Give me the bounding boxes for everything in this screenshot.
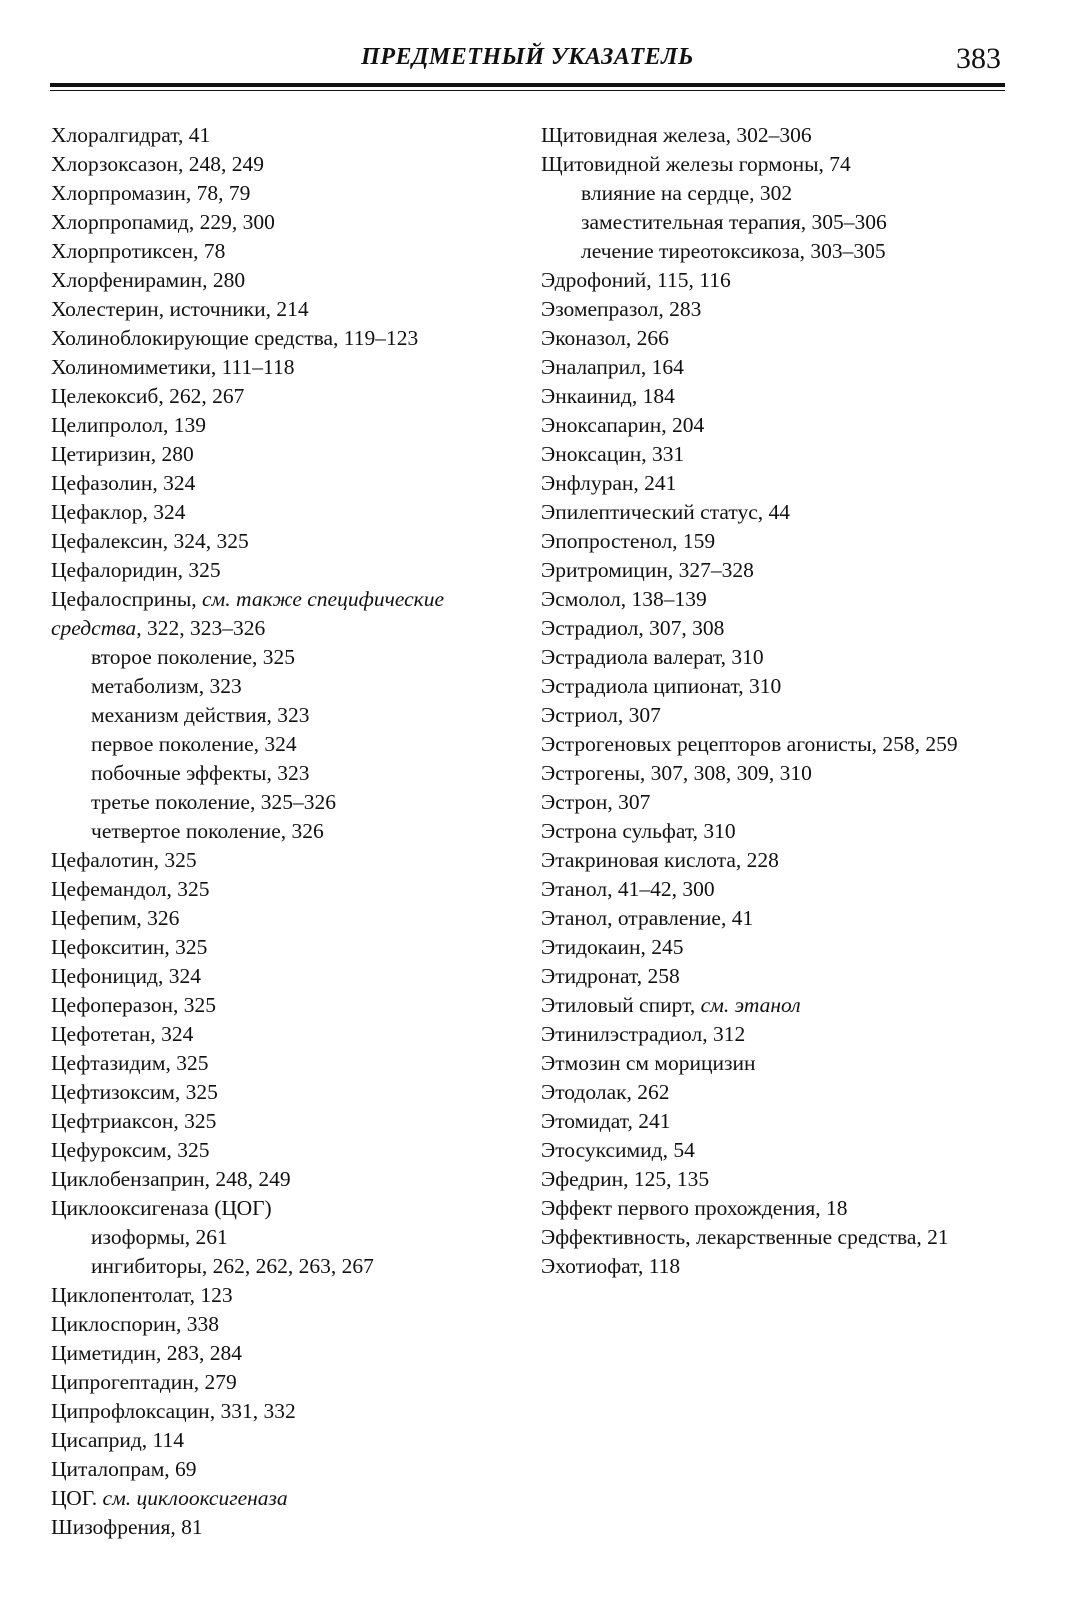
index-subentry	[51, 672, 521, 701]
index-subentry	[51, 817, 521, 846]
entry-text: Цефтазидим, 325	[51, 1051, 209, 1075]
index-entry	[541, 701, 1021, 730]
index-entry	[51, 527, 521, 556]
index-entry	[51, 1455, 521, 1484]
entry-text: Эстрадиола ципионат, 310	[541, 674, 782, 698]
cross-reference: см. этанол	[700, 993, 801, 1017]
index-entry	[51, 1107, 521, 1136]
entry-text: Цефазолин, 324	[51, 471, 196, 495]
index-entry	[51, 121, 521, 150]
index-entry	[541, 121, 1021, 150]
header-rule-thin	[50, 90, 1005, 91]
entry-text: второе поколение, 325	[91, 645, 296, 669]
entry-text: Цетиризин, 280	[51, 442, 194, 466]
entry-text: Этомидат, 241	[541, 1109, 671, 1133]
cross-reference: средства	[51, 616, 137, 640]
entry-text: Ципрогептадин, 279	[51, 1370, 237, 1394]
index-subentry	[51, 759, 521, 788]
index-entry	[541, 875, 1021, 904]
entry-text: Циклооксигеназа (ЦОГ)	[51, 1196, 272, 1220]
entry-text: Этидронат, 258	[541, 964, 680, 988]
entry-text: Эналаприл, 164	[541, 355, 684, 379]
index-subentry	[51, 1252, 521, 1281]
index-entry	[541, 759, 1021, 788]
entry-text: побочные эффекты, 323	[91, 761, 310, 785]
index-entry	[541, 1049, 1021, 1078]
index-entry	[541, 266, 1021, 295]
index-entry	[541, 295, 1021, 324]
index-entry	[51, 1368, 521, 1397]
entry-text: Этосуксимид, 54	[541, 1138, 695, 1162]
entry-text: Эконазол, 266	[541, 326, 669, 350]
index-entry	[51, 1049, 521, 1078]
entry-text: Хлорфенирамин, 280	[51, 268, 246, 292]
index-entry	[541, 933, 1021, 962]
index-entry	[541, 585, 1021, 614]
entry-text: Циклобензаприн, 248, 249	[51, 1167, 291, 1191]
entry-text: Целекоксиб, 262, 267	[51, 384, 245, 408]
index-entry	[51, 295, 521, 324]
entry-text: Хлоралгидрат, 41	[51, 123, 211, 147]
entry-text: Эпопростенол, 159	[541, 529, 716, 553]
entry-text: Циталопрам, 69	[51, 1457, 197, 1481]
index-entry	[541, 1020, 1021, 1049]
index-subentry	[51, 1223, 521, 1252]
index-entry	[51, 498, 521, 527]
index-entry	[51, 846, 521, 875]
index-entry	[51, 991, 521, 1020]
entry-text: , 322, 323–326	[136, 616, 266, 640]
index-entry	[541, 1165, 1021, 1194]
index-entry	[541, 1252, 1021, 1281]
entry-text: Эсмолол, 138–139	[541, 587, 707, 611]
entry-text: Цефоперазон, 325	[51, 993, 216, 1017]
entry-text: Цефалексин, 324, 325	[51, 529, 249, 553]
index-entry	[51, 962, 521, 991]
index-entry	[51, 266, 521, 295]
entry-text: Этанол, отравление, 41	[541, 906, 754, 930]
index-entry	[541, 1136, 1021, 1165]
entry-text: Этиловый спирт,	[541, 993, 701, 1017]
entry-text: третье поколение, 325–326	[91, 790, 336, 814]
entry-text: Цефотетан, 324	[51, 1022, 194, 1046]
index-entry	[541, 904, 1021, 933]
entry-text: Эстрадиол, 307, 308	[541, 616, 725, 640]
index-entry	[51, 585, 521, 614]
index-entry	[541, 440, 1021, 469]
cross-reference: см. также специфические	[202, 587, 445, 611]
entry-text: Эффективность, лекарственные средства, 21	[541, 1225, 949, 1249]
index-entry	[541, 1078, 1021, 1107]
index-entry	[541, 817, 1021, 846]
index-column-left	[51, 121, 521, 1542]
index-entry	[51, 614, 521, 643]
entry-text: Эффект первого прохождения, 18	[541, 1196, 848, 1220]
entry-text: Цефаклор, 324	[51, 500, 186, 524]
index-entry	[541, 1223, 1021, 1252]
index-entry	[541, 1194, 1021, 1223]
entry-text: Цефемандол, 325	[51, 877, 210, 901]
index-entry	[51, 179, 521, 208]
entry-text: Эстрогены, 307, 308, 309, 310	[541, 761, 812, 785]
entry-text: Целипролол, 139	[51, 413, 206, 437]
entry-text: Холиномиметики, 111–118	[51, 355, 295, 379]
index-entry	[51, 1426, 521, 1455]
entry-text: Эноксапарин, 204	[541, 413, 705, 437]
header-rule-thick	[50, 83, 1005, 87]
entry-text: Циметидин, 283, 284	[51, 1341, 243, 1365]
index-entry	[541, 556, 1021, 585]
index-subentry	[541, 237, 1021, 266]
index-entry	[51, 1194, 521, 1223]
entry-text: метаболизм, 323	[91, 674, 242, 698]
entry-text: четвертое поколение, 326	[91, 819, 324, 843]
entry-text: Эстрон, 307	[541, 790, 651, 814]
entry-text: Цефалотин, 325	[51, 848, 197, 872]
index-entry	[541, 353, 1021, 382]
index-entry	[51, 1310, 521, 1339]
entry-text: первое поколение, 324	[91, 732, 297, 756]
index-entry	[51, 875, 521, 904]
entry-text: изоформы, 261	[91, 1225, 228, 1249]
index-entry	[51, 904, 521, 933]
index-entry	[541, 788, 1021, 817]
index-entry	[541, 324, 1021, 353]
entry-text: Этодолак, 262	[541, 1080, 670, 1104]
index-entry	[541, 469, 1021, 498]
index-entry	[51, 1513, 521, 1542]
entry-text: Эзомепразол, 283	[541, 297, 702, 321]
index-entry	[541, 150, 1021, 179]
index-entry	[51, 556, 521, 585]
entry-text: Этидокаин, 245	[541, 935, 684, 959]
index-entry	[51, 382, 521, 411]
entry-text: ингибиторы, 262, 262, 263, 267	[91, 1254, 374, 1278]
index-entry	[51, 440, 521, 469]
entry-text: Энфлуран, 241	[541, 471, 677, 495]
page-number: 383	[956, 42, 1001, 75]
entry-text: Этинилэстрадиол, 312	[541, 1022, 746, 1046]
index-entry	[51, 1397, 521, 1426]
entry-text: Эстриол, 307	[541, 703, 661, 727]
entry-text: Этанол, 41–42, 300	[541, 877, 715, 901]
entry-text: Эстрогеновых рецепторов агонисты, 258, 259	[541, 732, 958, 756]
entry-text: Хлорзоксазон, 248, 249	[51, 152, 265, 176]
index-subentry	[51, 643, 521, 672]
entry-text: ЦОГ.	[51, 1486, 103, 1510]
index-entry	[51, 411, 521, 440]
entry-text: Эфедрин, 125, 135	[541, 1167, 710, 1191]
entry-text: лечение тиреотоксикоза, 303–305	[581, 239, 886, 263]
entry-text: влияние на сердце, 302	[581, 181, 793, 205]
entry-text: Щитовидной железы гормоны, 74	[541, 152, 851, 176]
entry-text: Цефалоридин, 325	[51, 558, 221, 582]
index-subentry	[51, 701, 521, 730]
index-entry	[541, 991, 1021, 1020]
index-entry	[51, 1136, 521, 1165]
entry-text: Эноксацин, 331	[541, 442, 685, 466]
entry-text: Щитовидная железа, 302–306	[541, 123, 812, 147]
index-entry	[51, 353, 521, 382]
index-entry	[51, 324, 521, 353]
index-entry	[51, 1339, 521, 1368]
entry-text: Эритромицин, 327–328	[541, 558, 754, 582]
entry-text: Ципрофлоксацин, 331, 332	[51, 1399, 296, 1423]
index-entry	[541, 411, 1021, 440]
entry-text: Цефалосприны,	[51, 587, 203, 611]
index-column-right	[541, 121, 1021, 1281]
index-entry	[51, 150, 521, 179]
entry-text: Цефокситин, 325	[51, 935, 208, 959]
index-entry	[541, 730, 1021, 759]
entry-text: Цефтизоксим, 325	[51, 1080, 218, 1104]
entry-text: Холиноблокирующие средства, 119–123	[51, 326, 419, 350]
entry-text: Шизофрения, 81	[51, 1515, 203, 1539]
index-subentry	[541, 208, 1021, 237]
entry-text: Эхотиофат, 118	[541, 1254, 681, 1278]
index-entry	[51, 1281, 521, 1310]
index-entry	[541, 672, 1021, 701]
entry-text: Энкаинид, 184	[541, 384, 675, 408]
entry-text: Этмозин см морицизин	[541, 1051, 756, 1075]
entry-text: Цефтриаксон, 325	[51, 1109, 217, 1133]
index-entry	[51, 1484, 521, 1513]
index-entry	[51, 469, 521, 498]
index-entry	[51, 933, 521, 962]
index-entry	[541, 614, 1021, 643]
entry-text: Цефепим, 326	[51, 906, 180, 930]
index-entry	[541, 643, 1021, 672]
index-entry	[541, 962, 1021, 991]
index-subentry	[51, 788, 521, 817]
entry-text: Холестерин, источники, 214	[51, 297, 309, 321]
entry-text: Хлорпромазин, 78, 79	[51, 181, 251, 205]
entry-text: Эстрона сульфат, 310	[541, 819, 736, 843]
entry-text: Циклоспорин, 338	[51, 1312, 220, 1336]
index-entry	[541, 382, 1021, 411]
index-entry	[51, 208, 521, 237]
entry-text: Циклопентолат, 123	[51, 1283, 233, 1307]
index-entry	[51, 1165, 521, 1194]
page-header	[50, 38, 1005, 94]
entry-text: Цисаприд, 114	[51, 1428, 184, 1452]
index-entry	[541, 1107, 1021, 1136]
entry-text: Хлорпротиксен, 78	[51, 239, 226, 263]
entry-text: Цефуроксим, 325	[51, 1138, 210, 1162]
entry-text: Хлорпропамид, 229, 300	[51, 210, 275, 234]
entry-text: Эдрофоний, 115, 116	[541, 268, 731, 292]
index-entry	[51, 1020, 521, 1049]
index-entry	[541, 846, 1021, 875]
running-title: ПРЕДМЕТНЫЙ УКАЗАТЕЛЬ	[361, 44, 694, 70]
index-entry	[51, 237, 521, 266]
index-entry	[541, 527, 1021, 556]
index-subentry	[541, 179, 1021, 208]
entry-text: Эстрадиола валерат, 310	[541, 645, 764, 669]
index-entry	[541, 498, 1021, 527]
entry-text: Эпилептический статус, 44	[541, 500, 790, 524]
entry-text: Цефоницид, 324	[51, 964, 201, 988]
cross-reference: см. циклооксигеназа	[102, 1486, 288, 1510]
entry-text: заместительная терапия, 305–306	[581, 210, 887, 234]
index-entry	[51, 1078, 521, 1107]
entry-text: Этакриновая кислота, 228	[541, 848, 779, 872]
entry-text: механизм действия, 323	[91, 703, 310, 727]
index-subentry	[51, 730, 521, 759]
